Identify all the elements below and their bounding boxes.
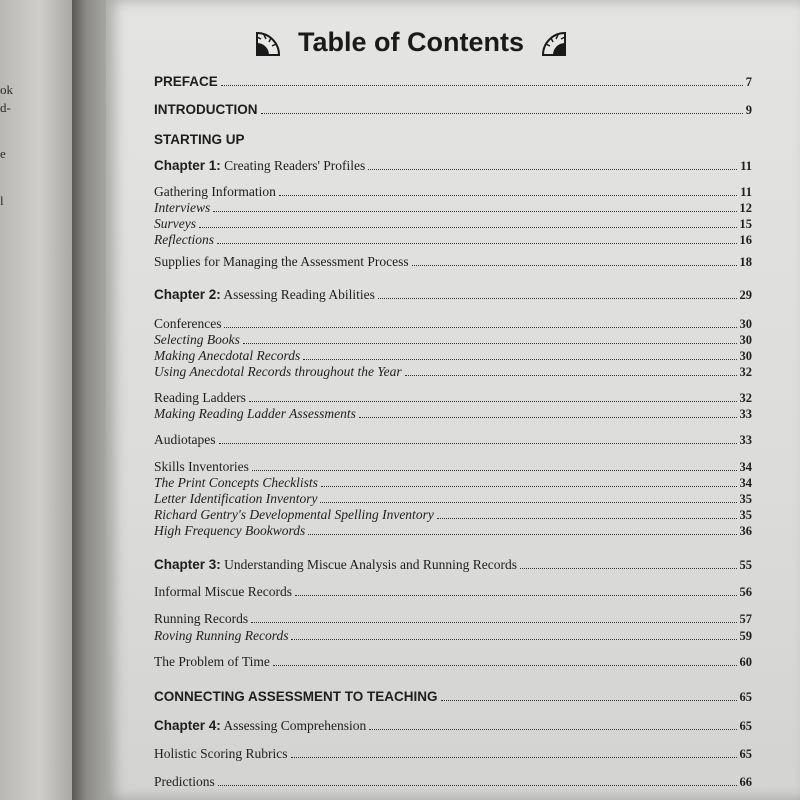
toc-page-number: 15 <box>739 217 752 231</box>
toc-entry-chapter-2[interactable] <box>154 285 752 303</box>
toc-entry[interactable] <box>154 744 752 762</box>
book-gutter <box>72 0 108 800</box>
toc-page-number: 35 <box>739 508 752 522</box>
dot-leader <box>321 486 737 487</box>
toc-entry[interactable] <box>154 772 752 790</box>
toc-entry[interactable] <box>154 582 752 600</box>
chapter-number: Chapter 1: <box>154 158 221 173</box>
toc-page-number: 33 <box>739 407 752 421</box>
toc-page-number: 11 <box>740 185 752 199</box>
toc-entry-label: Selecting Books <box>154 332 240 347</box>
dot-leader <box>441 700 737 701</box>
toc-entry-label: Conferences <box>154 316 222 331</box>
dot-leader <box>520 568 737 569</box>
toc-page-number: 12 <box>739 201 752 215</box>
dot-leader <box>295 595 737 596</box>
section-heading-starting-up: STARTING UP <box>154 132 245 147</box>
dot-leader <box>279 195 737 196</box>
toc-entry[interactable] <box>154 652 752 670</box>
dot-leader <box>378 298 737 299</box>
toc-entry-label: The Problem of Time <box>154 654 270 669</box>
toc-entry-label: Roving Running Records <box>154 628 289 643</box>
toc-entry-label: Holistic Scoring Rubrics <box>154 746 288 761</box>
left-page-text-fragment: d- <box>0 100 11 115</box>
toc-entry-label: Reading Ladders <box>154 390 246 405</box>
dot-leader <box>359 417 737 418</box>
toc-entry[interactable] <box>154 626 752 644</box>
dot-leader <box>224 327 736 328</box>
toc-entry[interactable] <box>154 404 752 422</box>
toc-page-number: 55 <box>739 558 752 572</box>
toc-entry-introduction[interactable] <box>154 100 752 118</box>
toc-page-number: 11 <box>740 159 752 173</box>
toc-entry-label: CONNECTING ASSESSMENT TO TEACHING <box>154 689 438 704</box>
toc-entry-label: The Print Concepts Checklists <box>154 475 318 490</box>
toc-page-number: 60 <box>739 655 752 669</box>
toc-page <box>106 0 800 800</box>
dot-leader <box>252 470 737 471</box>
toc-entry[interactable] <box>154 609 752 627</box>
toc-entry-label: Letter Identification Inventory <box>154 491 318 506</box>
chapter-number: Chapter 2: <box>154 287 221 302</box>
toc-page-number: 65 <box>739 719 752 733</box>
toc-entry[interactable] <box>154 362 752 380</box>
dot-leader <box>273 665 737 666</box>
toc-entry-label: High Frequency Bookwords <box>154 523 306 538</box>
toc-page-number: 65 <box>739 690 752 704</box>
toc-entry-label: Assessing Reading Abilities <box>223 287 375 302</box>
protractor-icon <box>254 25 288 59</box>
toc-page-number: 65 <box>739 747 752 761</box>
chapter-number: Chapter 3: <box>154 557 221 572</box>
toc-page-number: 34 <box>739 460 752 474</box>
dot-leader <box>303 359 736 360</box>
chapter-number: Chapter 4: <box>154 718 221 733</box>
toc-entry-label: Creating Readers' Profiles <box>224 158 366 173</box>
toc-page-number: 30 <box>739 333 752 347</box>
toc-page-number: 59 <box>739 629 752 643</box>
toc-entry-label: Assessing Comprehension <box>223 718 367 733</box>
toc-entry-label: Supplies for Managing the Assessment Process <box>154 254 409 269</box>
dot-leader <box>251 622 736 623</box>
toc-entry-chapter-1[interactable] <box>154 156 752 174</box>
toc-entry-label: Informal Miscue Records <box>154 584 292 599</box>
dot-leader <box>221 85 743 86</box>
toc-page-number: 34 <box>739 476 752 490</box>
toc-entry[interactable] <box>154 521 752 539</box>
toc-entry-preface[interactable] <box>154 72 752 90</box>
toc-entry-label: Reflections <box>154 232 214 247</box>
toc-entry-chapter-3[interactable] <box>154 555 752 573</box>
toc-entry-connecting-assessment[interactable] <box>154 687 752 705</box>
dot-leader <box>369 729 736 730</box>
toc-page-number: 66 <box>739 775 752 789</box>
dot-leader <box>437 518 737 519</box>
dot-leader <box>261 113 743 114</box>
toc-entry-label: Making Anecdotal Records <box>154 348 301 363</box>
toc-page-number: 30 <box>739 349 752 363</box>
dot-leader <box>412 265 737 266</box>
toc-page-number: 33 <box>739 433 752 447</box>
toc-entry-label: Richard Gentry's Developmental Spelling Inventory <box>154 507 434 522</box>
toc-page-number: 7 <box>745 75 752 89</box>
toc-page-number: 32 <box>739 365 752 379</box>
toc-page-number: 29 <box>739 288 752 302</box>
dot-leader <box>213 211 736 212</box>
toc-page-number: 30 <box>739 317 752 331</box>
toc-page-number: 36 <box>739 524 752 538</box>
left-page-edge <box>0 0 72 800</box>
toc-entry-label: Surveys <box>154 216 196 231</box>
toc-page-number: 16 <box>739 233 752 247</box>
toc-page-number: 32 <box>739 391 752 405</box>
toc-page-number: 18 <box>739 255 752 269</box>
dot-leader <box>291 639 736 640</box>
dot-leader <box>320 502 736 503</box>
page-title: Table of Contents <box>298 26 524 57</box>
dot-leader <box>219 443 737 444</box>
toc-entry[interactable] <box>154 252 752 270</box>
toc-entry-label: INTRODUCTION <box>154 102 258 117</box>
toc-entry-label: Predictions <box>154 774 215 789</box>
toc-entry-chapter-4[interactable] <box>154 716 752 734</box>
dot-leader <box>291 757 737 758</box>
dot-leader <box>218 785 737 786</box>
toc-entry-label: Gathering Information <box>154 184 276 199</box>
left-page-text-fragment: e <box>0 146 6 161</box>
dot-leader <box>243 343 737 344</box>
dot-leader <box>308 534 736 535</box>
toc-entry[interactable] <box>154 430 752 448</box>
toc-entry-label: Running Records <box>154 611 249 626</box>
toc-entry[interactable] <box>154 230 752 248</box>
toc-page-number: 56 <box>739 585 752 599</box>
dot-leader <box>199 227 737 228</box>
dot-leader <box>249 401 737 402</box>
toc-entry-label: PREFACE <box>154 74 218 89</box>
toc-entry-label: Skills Inventories <box>154 459 249 474</box>
toc-entry-label: Interviews <box>154 200 211 215</box>
toc-entry-label: Audiotapes <box>154 432 216 447</box>
toc-page-number: 57 <box>739 612 752 626</box>
toc-entry-label: Understanding Miscue Analysis and Running Records <box>224 557 517 572</box>
left-page-text-fragment: ok <box>0 82 13 97</box>
toc-page-number: 35 <box>739 492 752 506</box>
protractor-icon <box>534 25 568 59</box>
toc-heading <box>254 18 568 66</box>
left-page-text-fragment: l <box>0 193 4 208</box>
toc-entry-label: Using Anecdotal Records throughout the Year <box>154 364 402 379</box>
dot-leader <box>405 375 737 376</box>
toc-entry-label: Making Reading Ladder Assessments <box>154 406 356 421</box>
dot-leader <box>217 243 737 244</box>
toc-page-number: 9 <box>745 103 752 117</box>
dot-leader <box>368 169 737 170</box>
